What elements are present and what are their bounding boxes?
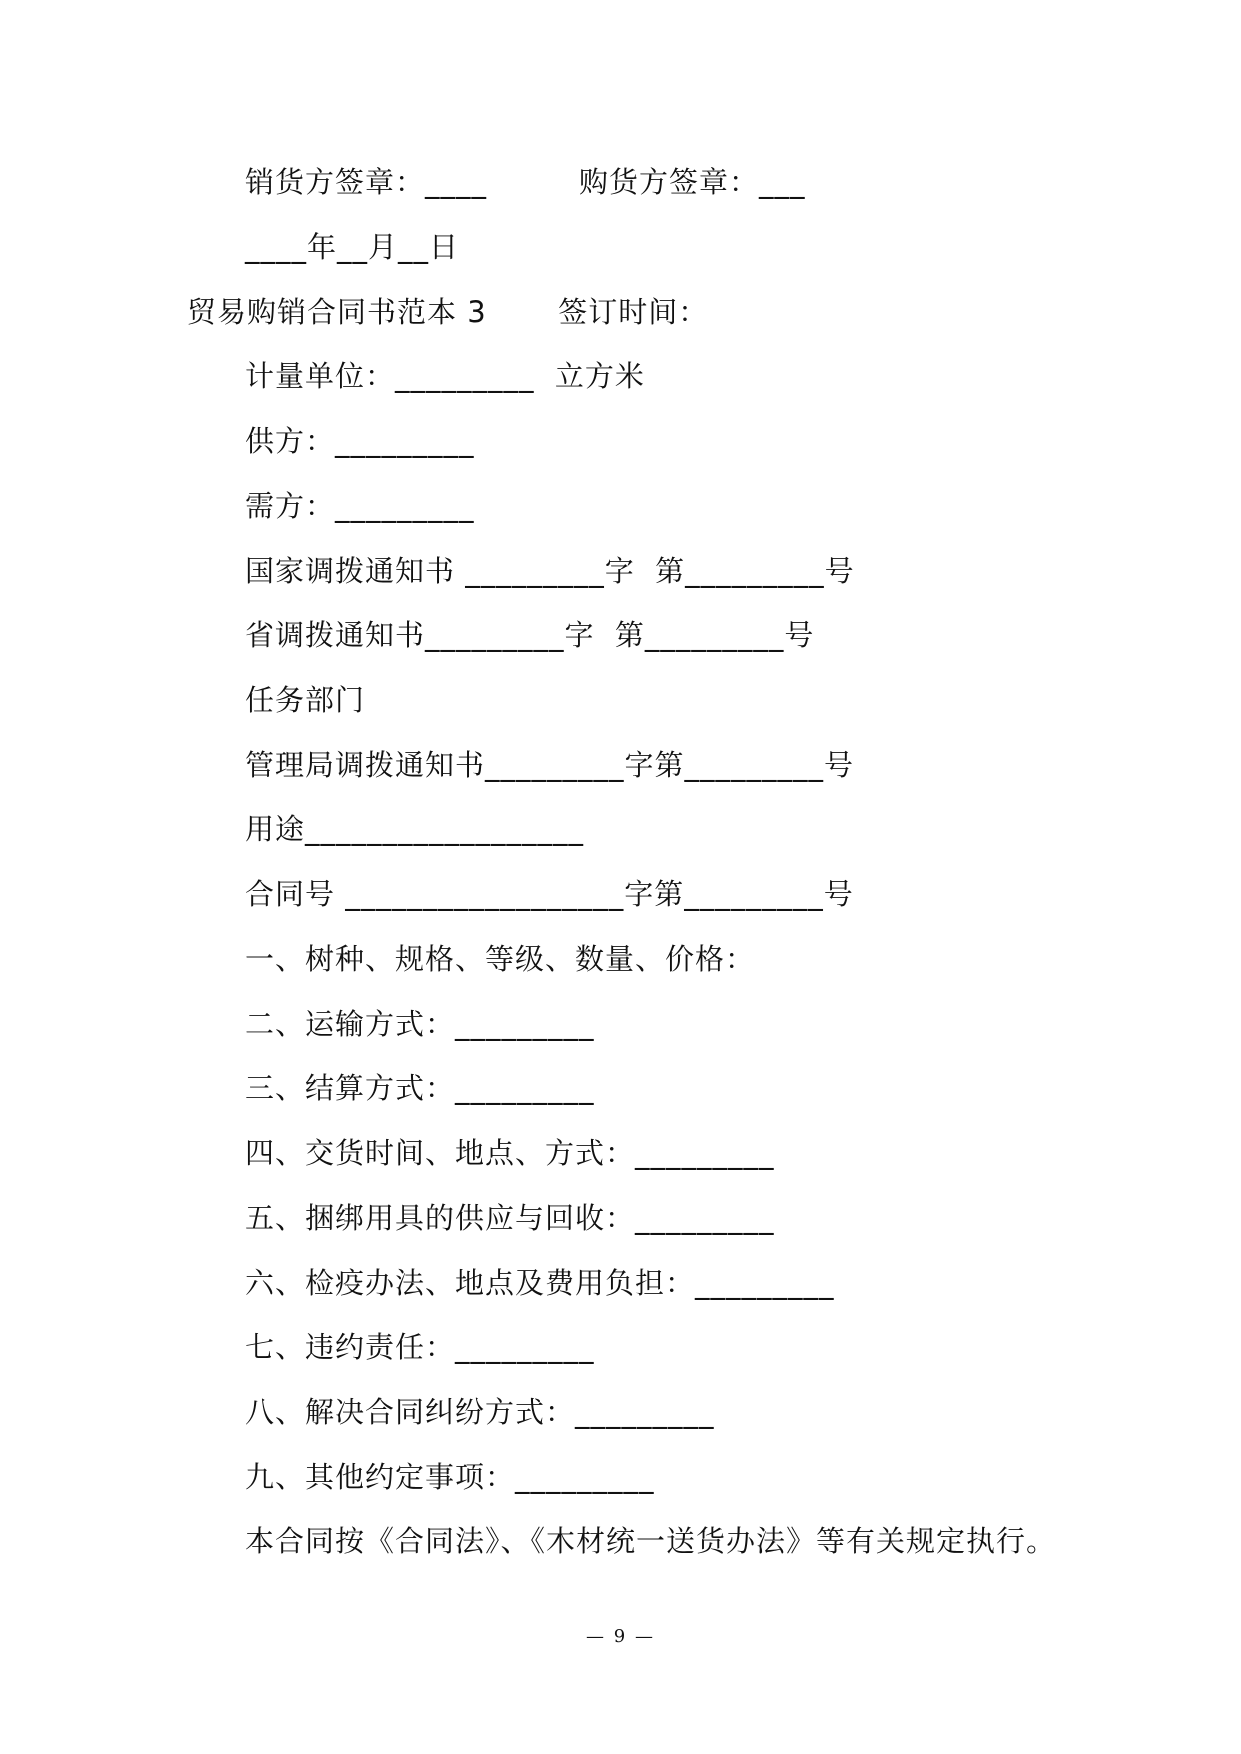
date-line: ____年__月__日 <box>245 230 460 264</box>
signature-line: 销货方签章：____ 购货方签章：___ <box>245 165 806 199</box>
task-department-line: 任务部门 <box>245 683 366 717</box>
clause-2: 二、运输方式：_________ <box>245 1007 595 1041</box>
clause-8: 八、解决合同纠纷方式：_________ <box>245 1395 715 1429</box>
clause-4: 四、交货时间、地点、方式：_________ <box>245 1136 775 1170</box>
clause-9: 九、其他约定事项：_________ <box>245 1460 655 1494</box>
clause-3: 三、结算方式：_________ <box>245 1071 595 1105</box>
purpose-line: 用途__________________ <box>245 812 585 846</box>
clause-5: 五、捆绑用具的供应与回收：_________ <box>245 1201 775 1235</box>
clause-1: 一、树种、规格、等级、数量、价格： <box>245 942 756 976</box>
national-notice-line: 国家调拨通知书 _________字 第_________号 <box>245 554 855 588</box>
section-title: 贸易购销合同书范本 3 签订时间： <box>187 295 709 329</box>
clause-6: 六、检疫办法、地点及费用负担：_________ <box>245 1266 835 1300</box>
provincial-notice-line: 省调拨通知书_________字 第_________号 <box>245 618 815 652</box>
supplier-line: 供方：_________ <box>245 424 475 458</box>
buyer-line: 需方：_________ <box>245 489 475 523</box>
contract-number-line: 合同号 __________________字第_________号 <box>245 877 854 911</box>
bureau-notice-line: 管理局调拨通知书_________字第_________号 <box>245 748 855 782</box>
unit-line: 计量单位：_________ 立方米 <box>245 359 645 393</box>
clause-7: 七、违约责任：_________ <box>245 1330 595 1364</box>
page-number: — 9 — <box>586 1626 655 1647</box>
closing-line: 本合同按《合同法》、《木材统一送货办法》等有关规定执行。 <box>245 1524 1057 1558</box>
